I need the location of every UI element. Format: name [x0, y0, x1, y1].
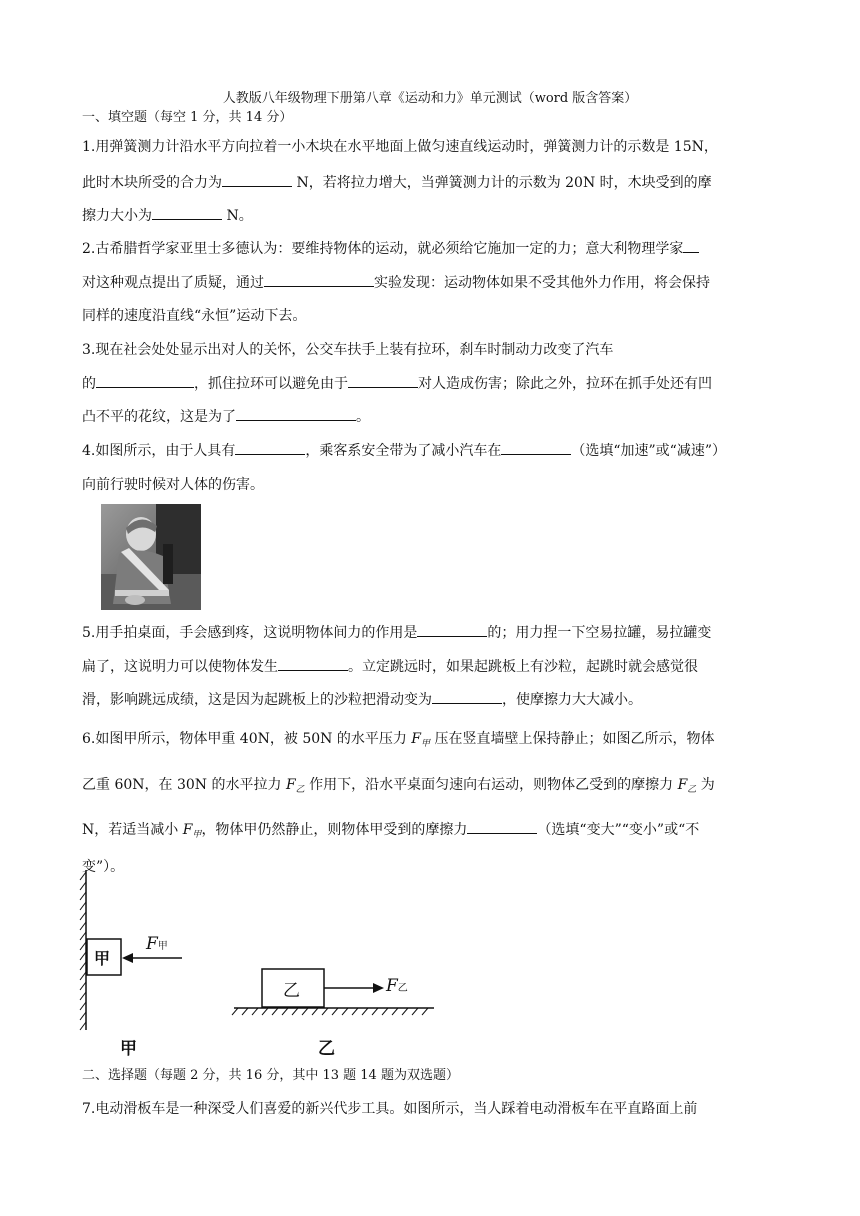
- answer-blank[interactable]: [152, 205, 222, 220]
- block-yi-label: 乙: [283, 981, 300, 1001]
- caption-jia: 甲: [120, 1039, 137, 1059]
- answer-blank[interactable]: [501, 440, 571, 455]
- q6-line4: 变”）。: [82, 859, 125, 875]
- force-diagram: [78, 868, 448, 1058]
- section-heading-choice: 二、选择题（每题 2 分，共 16 分，其中 13 题 14 题为双选题）: [82, 1068, 459, 1083]
- q3-line1: 3.现在社会处处显示出对人的关怀，公交车扶手上装有拉环，刹车时制动力改变了汽车: [82, 342, 614, 358]
- answer-blank[interactable]: [236, 406, 356, 421]
- answer-blank[interactable]: [348, 373, 418, 388]
- force-symbol: F: [677, 777, 688, 793]
- q1-line2: 此时木块所受的合力为 N，若将拉力增大，当弹簧测力计的示数为 20N 时，木块受到的摩: [82, 172, 712, 194]
- q6-line2: 乙重 60N，在 30N 的水平拉力 $F_乙$ 作用下，沿水平桌面匀速向右运动，则物体乙受到的摩擦力 $F_乙$ 为: [82, 777, 715, 795]
- q6-line3: N，若适当减小 $F_甲$，物体甲仍然静止，则物体甲受到的摩擦力 （选填“变大”“变小”或“不: [82, 819, 699, 846]
- block-jia-label: 甲: [94, 949, 111, 968]
- q6-line1: 6.如图甲所示，物体甲重 40N，被 50N 的水平压力 $F_甲$ 压在竖直墙壁上保持静止；如图乙所示，物体: [82, 731, 715, 749]
- q5-line1: 5.用手拍桌面，手会感到疼，这说明物体间力的作用是 的；用力捏一下空易拉罐，易拉罐变: [82, 622, 711, 644]
- answer-blank[interactable]: [222, 172, 292, 187]
- answer-blank[interactable]: [235, 440, 305, 455]
- force-symbol: F: [411, 731, 422, 747]
- q2-line2: 对这种观点提出了质疑，通过 实验发现：运动物体如果不受其他外力作用，将会保持: [82, 272, 710, 294]
- q5-line2: 扁了，这说明力可以使物体发生 。立定跳远时，如果起跳板上有沙粒，起跳时就会感觉很: [82, 656, 698, 678]
- q7-line1: 7.电动滑板车是一种深受人们喜爱的新兴代步工具。如图所示，当人踩着电动滑板车在平直路面上前: [82, 1101, 698, 1117]
- q3-line3: 凸不平的花纹，这是为了 。: [82, 406, 370, 428]
- force-yi-label: F乙: [386, 976, 408, 996]
- q2-line1: 2.古希腊哲学家亚里士多德认为：要维持物体的运动，就必须给它施加一定的力；意大利物理学家: [82, 238, 699, 260]
- answer-blank[interactable]: [278, 656, 348, 671]
- answer-blank[interactable]: [432, 689, 502, 704]
- force-symbol: F: [285, 777, 296, 793]
- q4-line2: 向前行驶时候对人体的伤害。: [82, 477, 264, 493]
- force-symbol: F: [182, 822, 193, 838]
- force-jia-label: F甲: [146, 934, 168, 954]
- caption-yi: 乙: [318, 1039, 335, 1059]
- q5-line3: 滑，影响跳远成绩，这是因为起跳板上的沙粒把滑动变为 ，使摩擦力大大减小。: [82, 689, 642, 711]
- answer-blank[interactable]: [467, 819, 537, 834]
- q1-line3: 擦力大小为 N。: [82, 205, 253, 227]
- seatbelt-child-photo: [101, 504, 201, 610]
- answer-blank[interactable]: [264, 272, 374, 287]
- answer-blank[interactable]: [683, 238, 699, 253]
- q4-line1: 4.如图所示，由于人具有 ，乘客系安全带为了减小汽车在 （选填“加速”或“减速”）: [82, 440, 726, 462]
- answer-blank[interactable]: [417, 622, 487, 637]
- document-title: 人教版八年级物理下册第八章《运动和力》单元测试（word 版含答案）: [222, 91, 638, 106]
- answer-blank[interactable]: [96, 373, 194, 388]
- q2-line3: 同样的速度沿直线“永恒”运动下去。: [82, 308, 307, 324]
- q1-line1: 1.用弹簧测力计沿水平方向拉着一小木块在水平地面上做匀速直线运动时，弹簧测力计的示数是 15N，: [82, 139, 718, 155]
- q3-line2: 的 ，抓住拉环可以避免由于 对人造成伤害；除此之外，拉环在抓手处还有凹: [82, 373, 712, 395]
- section-heading-fill-in: 一、填空题（每空 1 分，共 14 分）: [82, 110, 293, 125]
